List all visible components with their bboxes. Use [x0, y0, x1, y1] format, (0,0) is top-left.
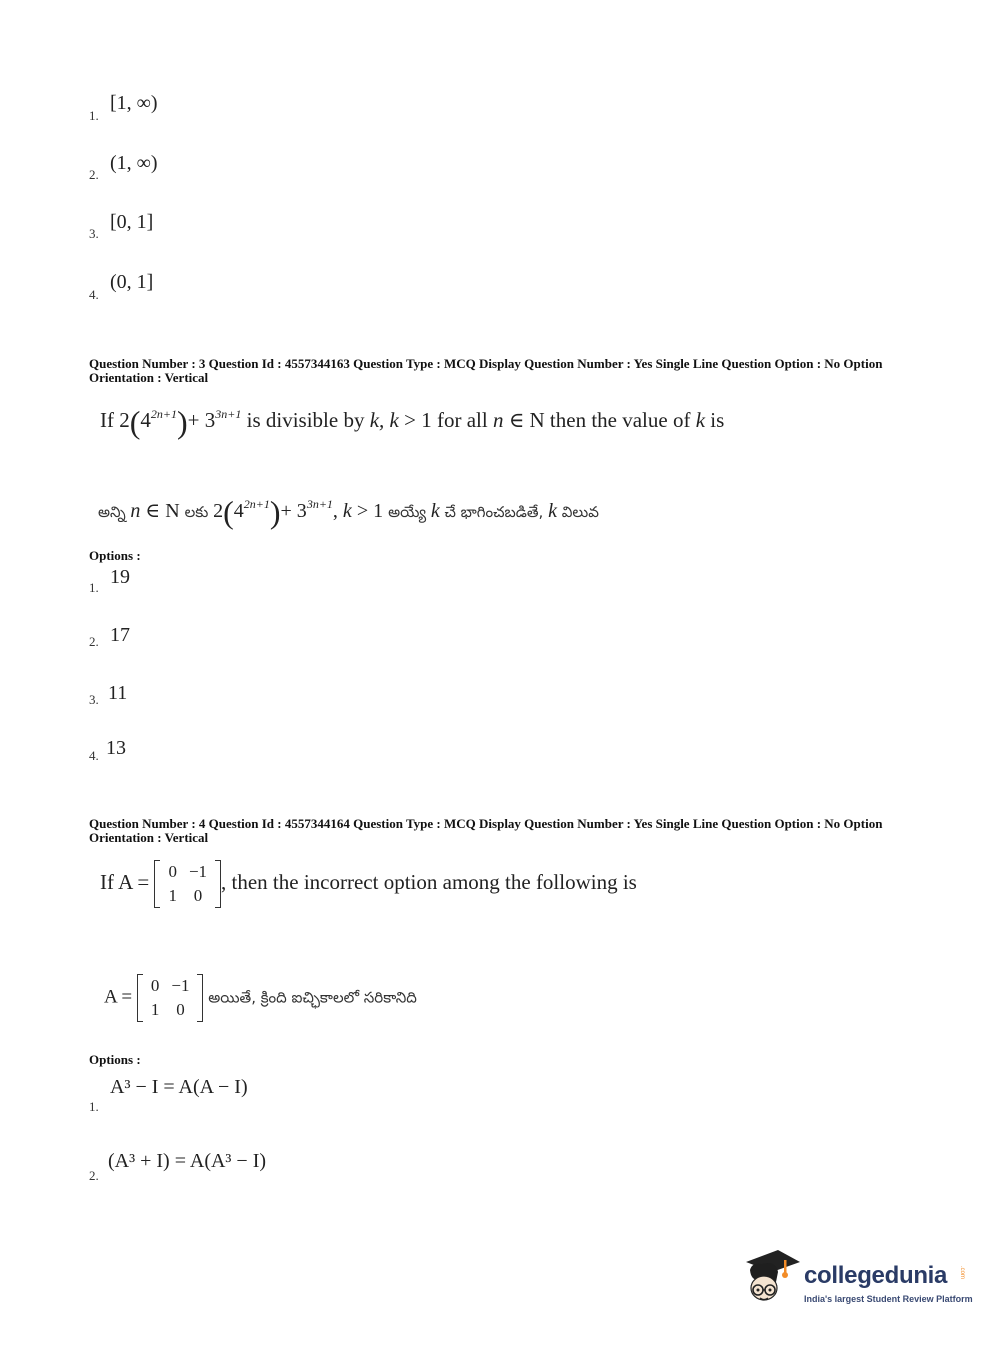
- q4-meta: Question Number : 4 Question Id : 4557344164 Question Type : MCQ Display Question Number : Yes Single Line Question Option : No Option Orientation : Vertical: [89, 816, 883, 845]
- mascot-icon: [742, 1248, 802, 1312]
- exponent: 2n+1: [150, 407, 178, 421]
- q3-telugu-part: లకు: [184, 503, 214, 521]
- q3-options-label: Options :: [89, 548, 141, 563]
- q2-option-number: 4.: [89, 287, 99, 302]
- matrix-grid: [162, 860, 213, 908]
- q3-text-part: + 3: [280, 500, 307, 522]
- q3-variable: n: [130, 500, 141, 522]
- q3-text-part: + 3: [187, 408, 216, 432]
- q3-option-value: 13: [106, 737, 126, 759]
- matrix-cell: −1: [171, 976, 190, 995]
- q4-option-value: A³ − I = A(A − I): [110, 1076, 248, 1098]
- q3-variable: k: [342, 500, 352, 522]
- exponent: 3n+1: [215, 407, 242, 421]
- q4-option-value: (A³ + I) = A(A³ − I): [108, 1150, 267, 1172]
- logo-wordmark: collegedunia: [804, 1262, 948, 1289]
- q4-option-number: 1.: [89, 1099, 99, 1114]
- q3-text-part: ,: [332, 500, 343, 522]
- q3-option-number: 1.: [89, 580, 99, 595]
- bracket-left: [154, 860, 160, 908]
- logo-domain: .com: [959, 1266, 965, 1280]
- q3-text-part: is: [705, 408, 725, 432]
- q3-telugu-text: [98, 494, 599, 531]
- collegedunia-logo: [742, 1248, 972, 1312]
- q3-telugu-part: చే భాగించబడితే,: [439, 503, 549, 521]
- q3-option-value: 19: [110, 566, 130, 588]
- logo-tagline: India's largest Student Review Platform: [804, 1294, 973, 1304]
- q2-option-value: (1, ∞): [110, 152, 158, 174]
- matrix-cell: 0: [176, 1000, 185, 1019]
- q4-text-part: If A =: [100, 869, 150, 894]
- bracket-left: [137, 974, 143, 1022]
- q4-english-text: [100, 860, 637, 908]
- q2-option-value: [1, ∞): [110, 92, 158, 114]
- q4-telugu-text: [104, 974, 417, 1022]
- matrix: [137, 974, 204, 1022]
- q4-telugu-part: అయితే, క్రింది ఐచ్ఛికాలలో సరికానిది: [208, 988, 417, 1007]
- matrix: [154, 860, 221, 908]
- matrix-cell: 1: [168, 886, 177, 905]
- q3-variable: k, k: [369, 408, 399, 432]
- q3-option-value: 17: [110, 624, 130, 646]
- q3-text-part: > 1 for all: [398, 408, 493, 432]
- q3-text-part: ∈ N then the value of: [503, 408, 696, 432]
- q4-option-number: 2.: [89, 1168, 99, 1183]
- q3-option-number: 3.: [89, 692, 99, 707]
- paren-close: ): [269, 494, 281, 530]
- bracket-right: [197, 974, 203, 1022]
- matrix-cell: −1: [188, 862, 208, 881]
- q2-option-number: 2.: [89, 167, 99, 182]
- bracket-right: [215, 860, 221, 908]
- matrix-grid: [145, 974, 196, 1022]
- q3-variable: k: [548, 500, 557, 522]
- q3-text-part: > 1: [351, 500, 389, 522]
- q3-text-part: ∈ N: [140, 500, 185, 522]
- exponent: 2n+1: [243, 497, 270, 511]
- q3-telugu-part: అన్ని: [98, 503, 131, 521]
- q4-options-label: Options :: [89, 1052, 141, 1067]
- matrix-row: [145, 974, 196, 998]
- q3-text-part: is divisible by: [241, 408, 370, 432]
- q3-english-text: [100, 404, 724, 441]
- q4-text-part: A =: [104, 986, 133, 1008]
- matrix-cell: 0: [150, 976, 160, 995]
- q3-text-part: 2: [213, 500, 224, 522]
- matrix-row: [145, 998, 196, 1022]
- q3-variable: k: [695, 408, 706, 432]
- q3-variable: n: [492, 408, 504, 432]
- matrix-row: [162, 860, 213, 884]
- q2-option-number: 1.: [89, 108, 99, 123]
- q3-variable: k: [430, 500, 440, 522]
- q3-text-part: 4: [140, 408, 151, 432]
- q3-telugu-part: అయ్యే: [388, 503, 431, 521]
- q2-option-value: [0, 1]: [110, 211, 154, 233]
- matrix-cell: 0: [193, 886, 203, 905]
- matrix-cell: 1: [150, 1000, 160, 1019]
- q3-option-value: 11: [108, 682, 128, 704]
- exponent: 3n+1: [306, 497, 333, 511]
- q3-option-number: 2.: [89, 634, 99, 649]
- q3-text-part: If 2: [100, 408, 130, 432]
- q3-telugu-part: విలువ: [556, 503, 599, 521]
- q3-meta: Question Number : 3 Question Id : 4557344163 Question Type : MCQ Display Question Number : Yes Single Line Question Option : No Option Orientation : Vertical: [89, 356, 883, 385]
- paren-open: (: [129, 404, 141, 440]
- paren-close: ): [177, 404, 188, 440]
- matrix-cell: 0: [168, 862, 177, 881]
- q3-option-number: 4.: [89, 748, 99, 763]
- q2-option-value: (0, 1]: [110, 271, 154, 293]
- q3-text-part: 4: [233, 500, 244, 522]
- paren-open: (: [223, 494, 234, 530]
- q4-text-part: , then the incorrect option among the following is: [221, 869, 637, 894]
- q2-option-number: 3.: [89, 226, 99, 241]
- matrix-row: [162, 884, 213, 908]
